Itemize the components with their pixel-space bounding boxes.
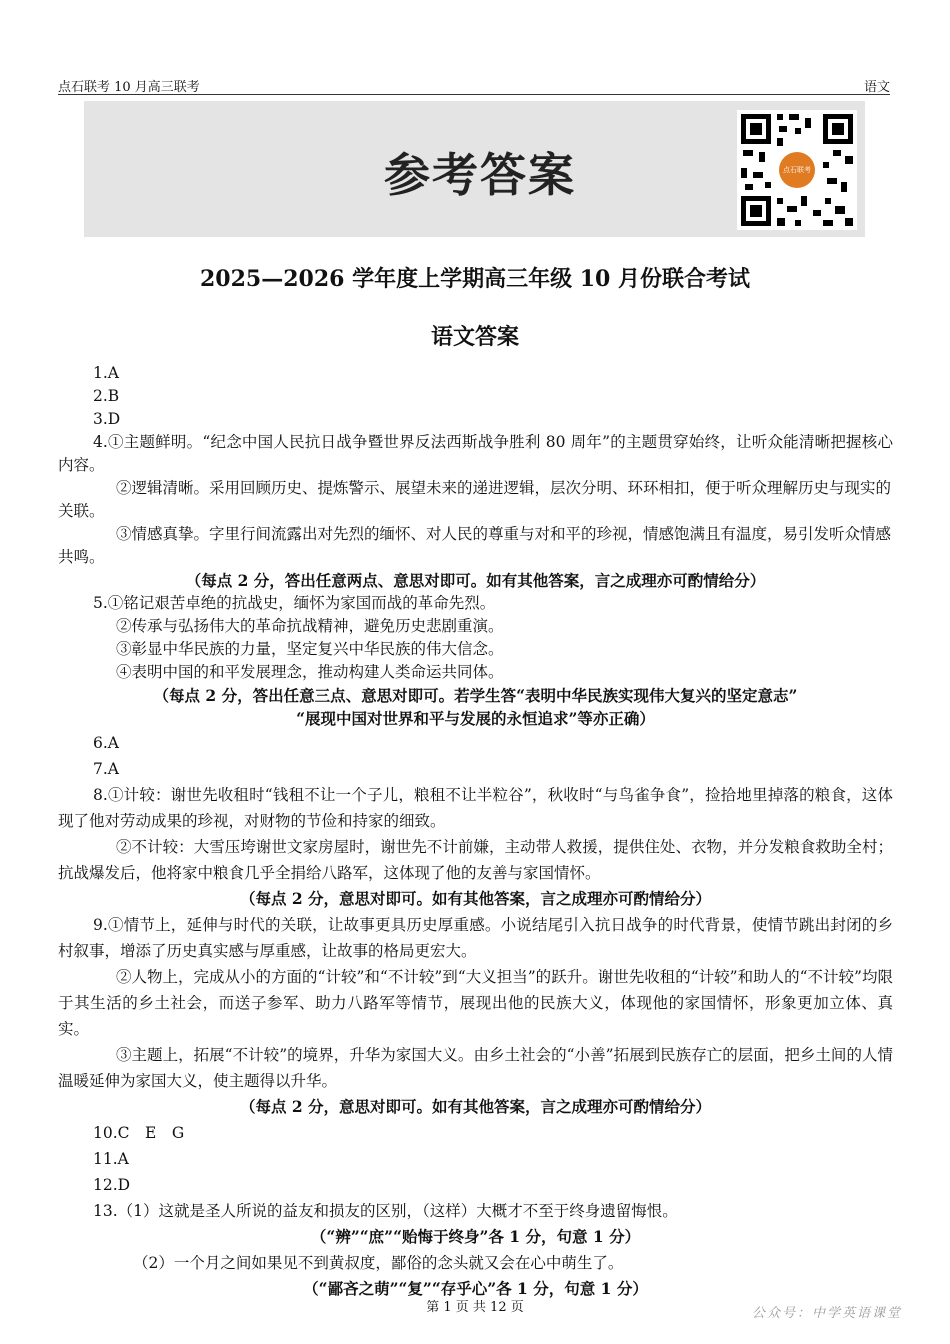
answer-content bbox=[58, 362, 893, 1302]
qr-logo-badge: 点石联考 bbox=[779, 152, 815, 188]
header-left: 点石联考 10 月高三联考 bbox=[58, 80, 200, 95]
answer-q1: 1.A bbox=[93, 364, 119, 382]
banner-title: 参考答案 bbox=[384, 148, 576, 202]
header-rule bbox=[58, 94, 890, 95]
answer-q5-point4: ④表明中国的和平发展理念，推动构建人类命运共同体。 bbox=[116, 663, 504, 681]
answer-q10: 10.C E G bbox=[93, 1124, 185, 1142]
answer-q8-point2: ②不计较：大雪压垮谢世文家房屋时，谢世先不计前嫌，主动带人救援，提供住处、衣物，并分发粮食救助全村；抗战爆发后，他将家中粮食几乎全捐给八路军，这体现了他的友善与家国情怀。 bbox=[58, 838, 893, 882]
scoring-note-q9: （每点 2 分，意思对即可。如有其他答案，言之成理亦可酌情给分） bbox=[239, 1097, 712, 1116]
answer-q7: 7.A bbox=[93, 760, 119, 778]
answer-q9-point2: ②人物上，完成从小的方面的“计较”和“不计较”到“大义担当”的跃升。谢世先收租的“计较”和助人的“不计较”均限于其生活的乡土社会，而送子参军、助力八路军等情节，展现出他的民族大义，体现他的家国情怀，形象更加立体、真实。 bbox=[58, 968, 893, 1038]
watermark: 公众号：中学英语课堂 bbox=[751, 1306, 902, 1321]
answer-q13-part1: 13.（1）这就是圣人所说的益友和损友的区别，（这样）大概才不至于终身遗留悔恨。 bbox=[93, 1202, 678, 1220]
answer-banner bbox=[84, 101, 865, 237]
scoring-note-q5-line2: “展现中国对世界和平与发展的永恒追求”等亦正确） bbox=[296, 709, 655, 728]
exam-title: 2025—2026 学年度上学期高三年级 10 月份联合考试 bbox=[199, 266, 751, 292]
scoring-note-q13-part1: （“辨”“庶”“贻悔于终身”各 1 分，句意 1 分） bbox=[310, 1227, 641, 1246]
answer-q12: 12.D bbox=[93, 1176, 131, 1194]
answer-q9-point1: 9.①情节上，延伸与时代的关联，让故事更具历史厚重感。小说结尾引入抗日战争的时代背景，使情节跳出封闭的乡村叙事，增添了历史真实感与厚重感，让故事的格局更宏大。 bbox=[58, 916, 893, 960]
page-number: 第 1 页 共 12 页 bbox=[426, 1300, 524, 1315]
header-right: 语文 bbox=[863, 80, 890, 95]
answer-q4-point3: ③情感真挚。字里行间流露出对先烈的缅怀、对人民的尊重与对和平的珍视，情感饱满且有温度，易引发听众情感共鸣。 bbox=[58, 525, 892, 566]
scoring-note-q5-line1: （每点 2 分，答出任意三点、意思对即可。若学生答“表明中华民族实现伟大复兴的坚定意志” bbox=[153, 686, 798, 705]
answer-q5-point3: ③彰显中华民族的力量，坚定复兴中华民族的伟大信念。 bbox=[116, 640, 504, 658]
answer-title: 语文答案 bbox=[430, 324, 519, 350]
scoring-note-q13-part2: （“鄙吝之萌”“复”“存乎心”各 1 分，句意 1 分） bbox=[303, 1279, 648, 1298]
scoring-note-q4: （每点 2 分，答出任意两点、意思对即可。如有其他答案，言之成理亦可酌情给分） bbox=[185, 571, 766, 590]
answer-q4-point1: 4.①主题鲜明。“纪念中国人民抗日战争暨世界反法西斯战争胜利 80 周年”的主题贯穿始终，让听众能清晰把握核心内容。 bbox=[58, 433, 893, 474]
answer-q2: 2.B bbox=[93, 387, 120, 405]
answer-q13-part2: （2）一个月之间如果见不到黄叔度，鄙俗的念头就又会在心中萌生了。 bbox=[133, 1254, 624, 1272]
scoring-note-q8: （每点 2 分，意思对即可。如有其他答案，言之成理亦可酌情给分） bbox=[239, 889, 712, 908]
answer-q4-point2: ②逻辑清晰。采用回顾历史、提炼警示、展望未来的递进逻辑，层次分明、环环相扣，便于听众理解历史与现实的关联。 bbox=[58, 479, 892, 520]
answer-q9-point3: ③主题上，拓展“不计较”的境界，升华为家国大义。由乡土社会的“小善”拓展到民族存亡的层面，把乡土间的人情温暖延伸为家国大义，使主题得以升华。 bbox=[58, 1046, 893, 1090]
answer-q6: 6.A bbox=[93, 734, 119, 752]
answer-q5-point2: ②传承与弘扬伟大的革命抗战精神，避免历史悲剧重演。 bbox=[116, 617, 504, 635]
answer-q3: 3.D bbox=[93, 410, 121, 428]
answer-q5-point1: 5.①铭记艰苦卓绝的抗战史，缅怀为家国而战的革命先烈。 bbox=[93, 594, 496, 612]
answer-q11: 11.A bbox=[93, 1150, 129, 1168]
answer-q8-point1: 8.①计较：谢世先收租时“钱租不让一个子儿，粮租不让半粒谷”，秋收时“与鸟雀争食”，捡拾地里掉落的粮食，这体现了他对劳动成果的珍视，对财物的节俭和持家的细致。 bbox=[58, 786, 893, 830]
qr-code-icon bbox=[737, 110, 857, 230]
